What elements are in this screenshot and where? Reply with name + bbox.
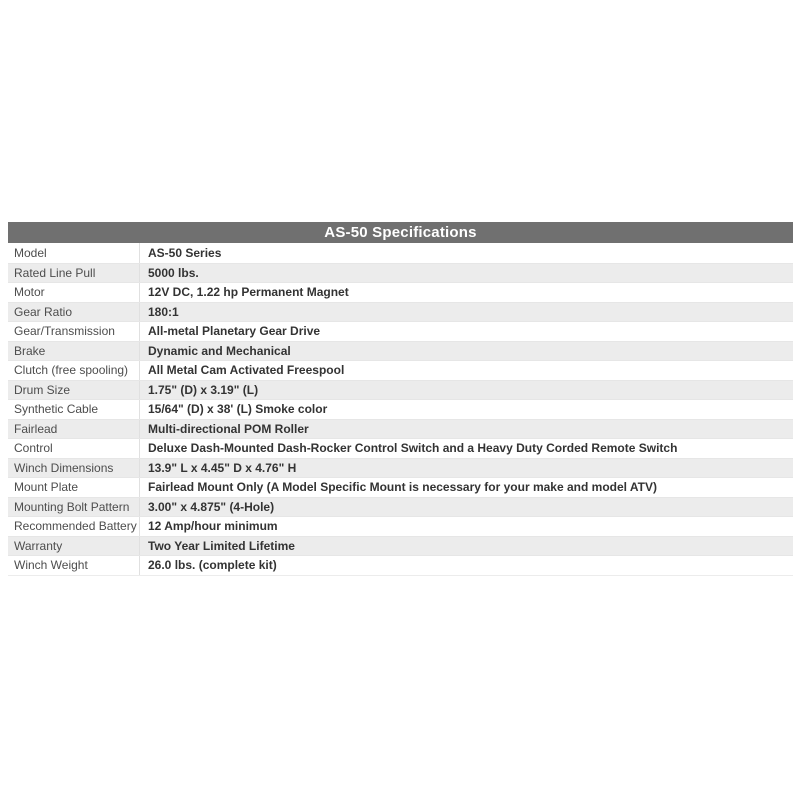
table-row bbox=[8, 263, 793, 283]
spec-value: All-metal Planetary Gear Drive bbox=[148, 324, 321, 339]
table-row bbox=[8, 302, 793, 322]
table-row bbox=[8, 243, 793, 263]
spec-label: Control bbox=[8, 439, 140, 458]
spec-value: Deluxe Dash-Mounted Dash-Rocker Control Switch and a Heavy Duty Corded Remote Switch bbox=[148, 441, 678, 456]
spec-value: 26.0 lbs. (complete kit) bbox=[148, 558, 277, 573]
table-title: AS-50 Specifications bbox=[8, 222, 793, 243]
spec-value: 5000 lbs. bbox=[148, 265, 199, 280]
spec-value: All Metal Cam Activated Freespool bbox=[148, 363, 345, 378]
spec-label: Mounting Bolt Pattern bbox=[8, 498, 140, 517]
spec-label: Drum Size bbox=[8, 381, 140, 400]
table-row bbox=[8, 536, 793, 556]
spec-value: AS-50 Series bbox=[148, 245, 222, 260]
table-row bbox=[8, 321, 793, 341]
table-row bbox=[8, 419, 793, 439]
spec-label: Fairlead bbox=[8, 420, 140, 439]
spec-value: 12V DC, 1.22 hp Permanent Magnet bbox=[148, 285, 349, 300]
table-row bbox=[8, 497, 793, 517]
spec-label: Rated Line Pull bbox=[8, 264, 140, 283]
spec-label: Brake bbox=[8, 342, 140, 361]
spec-label: Gear Ratio bbox=[8, 303, 140, 322]
spec-value: 13.9" L x 4.45" D x 4.76" H bbox=[148, 460, 297, 475]
spec-label: Synthetic Cable bbox=[8, 400, 140, 419]
table-row bbox=[8, 341, 793, 361]
spec-label: Warranty bbox=[8, 537, 140, 556]
spec-label: Model bbox=[8, 243, 140, 263]
specifications-table bbox=[8, 222, 793, 576]
table-row bbox=[8, 282, 793, 302]
table-row bbox=[8, 516, 793, 536]
spec-value: Fairlead Mount Only (A Model Specific Mount is necessary for your make and model ATV) bbox=[148, 480, 657, 495]
table-body bbox=[8, 243, 793, 576]
spec-label: Winch Weight bbox=[8, 556, 140, 575]
spec-label: Winch Dimensions bbox=[8, 459, 140, 478]
spec-label: Mount Plate bbox=[8, 478, 140, 497]
spec-value: Multi-directional POM Roller bbox=[148, 421, 309, 436]
table-row bbox=[8, 477, 793, 497]
table-row bbox=[8, 555, 793, 575]
spec-label: Clutch (free spooling) bbox=[8, 361, 140, 380]
table-row bbox=[8, 458, 793, 478]
table-row bbox=[8, 380, 793, 400]
spec-value: 1.75" (D) x 3.19" (L) bbox=[148, 382, 259, 397]
spec-value: 180:1 bbox=[148, 304, 179, 319]
spec-value: 15/64" (D) x 38' (L) Smoke color bbox=[148, 402, 328, 417]
spec-value: Two Year Limited Lifetime bbox=[148, 538, 295, 553]
spec-value: Dynamic and Mechanical bbox=[148, 343, 291, 358]
spec-value: 3.00" x 4.875" (4-Hole) bbox=[148, 499, 275, 514]
table-row bbox=[8, 399, 793, 419]
spec-label: Recommended Battery bbox=[8, 517, 140, 536]
spec-value: 12 Amp/hour minimum bbox=[148, 519, 278, 534]
spec-label: Gear/Transmission bbox=[8, 322, 140, 341]
table-row bbox=[8, 360, 793, 380]
table-row bbox=[8, 438, 793, 458]
spec-label: Motor bbox=[8, 283, 140, 302]
